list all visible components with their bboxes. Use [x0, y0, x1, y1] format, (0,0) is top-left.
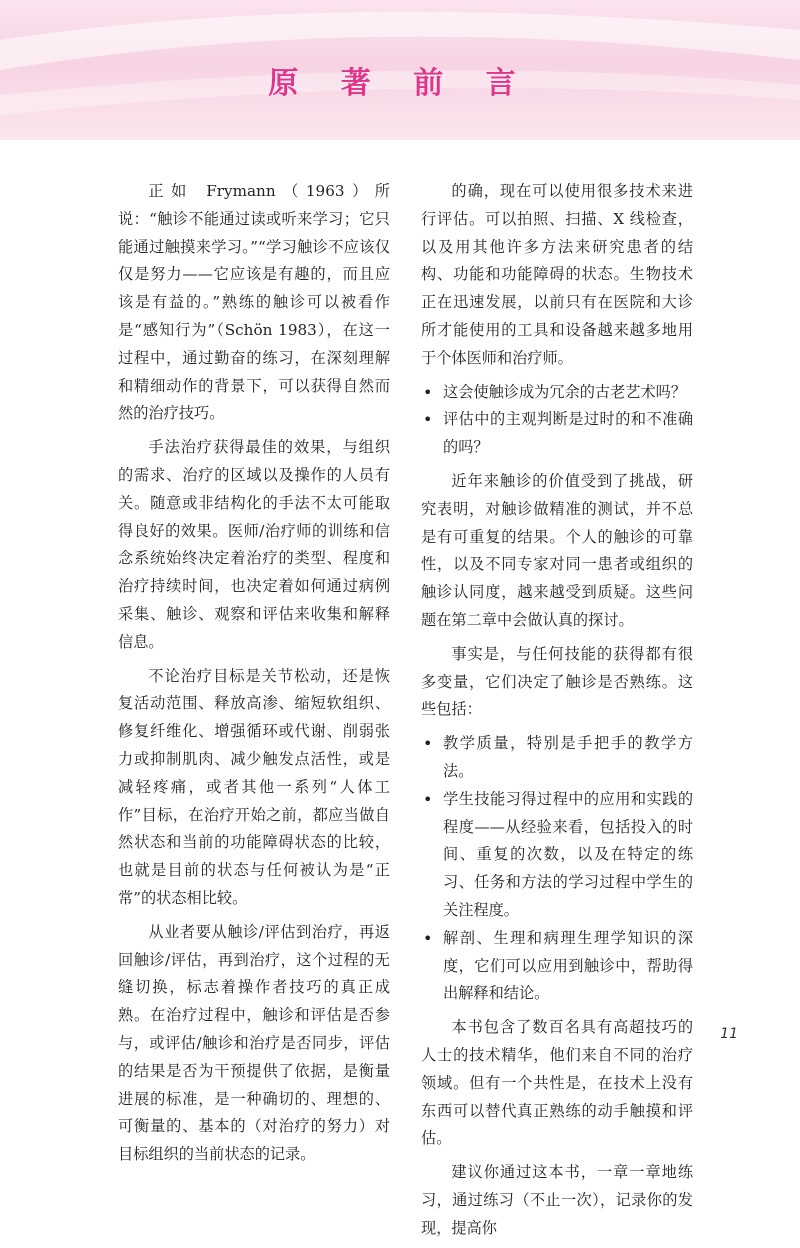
list-item: • 解剖、生理和病理生理学知识的深度，它们可以应用到触诊中，帮助得出解释和结论。 [421, 925, 693, 1008]
list-item: • 教学质量，特别是手把手的教学方法。 [421, 730, 693, 786]
paragraph: 的确，现在可以使用很多技术来进行评估。可以拍照、扫描、X 线检查，以及用其他许多方法来研究患者的结构、功能和功能障碍的状态。生物技术正在迅速发展，以前只有在医院和大诊所才能使用的工具和设备越来越多地用于个体医师和治疗师。 [421, 182, 693, 367]
list-item: • 学生技能习得过程中的应用和实践的程度——从经验来看，包括投入的时间、重复的次数，以及在特定的练习、任务和方法的学习过程中学生的关注程度。 [421, 786, 693, 925]
paragraph: 本书包含了数百名具有高超技巧的人士的技术精华，他们来自不同的治疗领域。但有一个共性是，在技术上没有东西可以替代真正熟练的动手触摸和评估。 [421, 1018, 693, 1148]
right-column [421, 178, 693, 1248]
bullet-list [421, 379, 693, 462]
paragraph: 近年来触诊的价值受到了挑战，研究表明，对触诊做精准的测试，并不总是有可重复的结果。个人的触诊的可靠性，以及不同专家对同一患者或组织的触诊认同度，越来越受到质疑。这些问题在第二章中会做认真的探讨。 [421, 471, 693, 629]
paragraph: 事实是，与任何技能的获得都有很多变量，它们决定了触诊是否熟练。这些包括： [421, 644, 693, 719]
paragraph: 手法治疗获得最佳的效果，与组织的需求、治疗的区域以及操作的人员有关。随意或非结构化的手法不太可能取得良好的效果。医师/治疗师的训练和信念系统始终决定着治疗的类型、程度和治疗持续时间，也决定着如何通过病例采集、触诊、观察和评估来收集和解释信息。 [118, 438, 390, 651]
page-number: 11 [720, 1026, 738, 1042]
paragraph: 正如 Frymann（1963）所说：“触诊不能通过读或听来学习；它只能通过触摸来学习。”“学习触诊不应该仅仅是努力——它应该是有趣的，而且应该是有益的。”熟练的触诊可以被看作是“感知行为”（Schön 1983），在这一过程中，通过勤奋的练习，在深刻理解和精细动作的背景下，可以获得自然而然的治疗技巧。 [118, 182, 390, 423]
paragraph: 建议你通过这本书，一章一章地练习，通过练习（不止一次），记录你的发现，提高你 [421, 1163, 693, 1237]
list-item: • 评估中的主观判断是过时的和不准确的吗？ [421, 406, 693, 462]
paragraph: 不论治疗目标是关节松动，还是恢复活动范围、释放高渗、缩短软组织、修复纤维化、增强循环或代谢、削弱张力或抑制肌肉、减少触发点活性，或是减轻疼痛，或者其他一系列“人体工作”目标，在治疗开始之前，都应当做自然状态和当前的功能障碍状态的比较，也就是目前的状态与任何被认为是“正常”的状态相比较。 [118, 666, 390, 907]
bullet-list [421, 730, 693, 1008]
left-column [118, 178, 390, 1175]
list-item: • 这会使触诊成为冗余的古老艺术吗？ [421, 379, 693, 407]
page-title: 原 著 前 言 [268, 66, 532, 101]
paragraph: 从业者要从触诊/评估到治疗，再返回触诊/评估，再到治疗，这个过程的无缝切换，标志着操作者技巧的真正成熟。在治疗过程中，触诊和评估是否参与，或评估/触诊和治疗是否同步，评估的结果是否为干预提供了依据，是衡量进展的标准，是一种确切的、理想的、可衡量的、基本的（对治疗的努力）对目标组织的当前状态的记录。 [118, 922, 390, 1164]
